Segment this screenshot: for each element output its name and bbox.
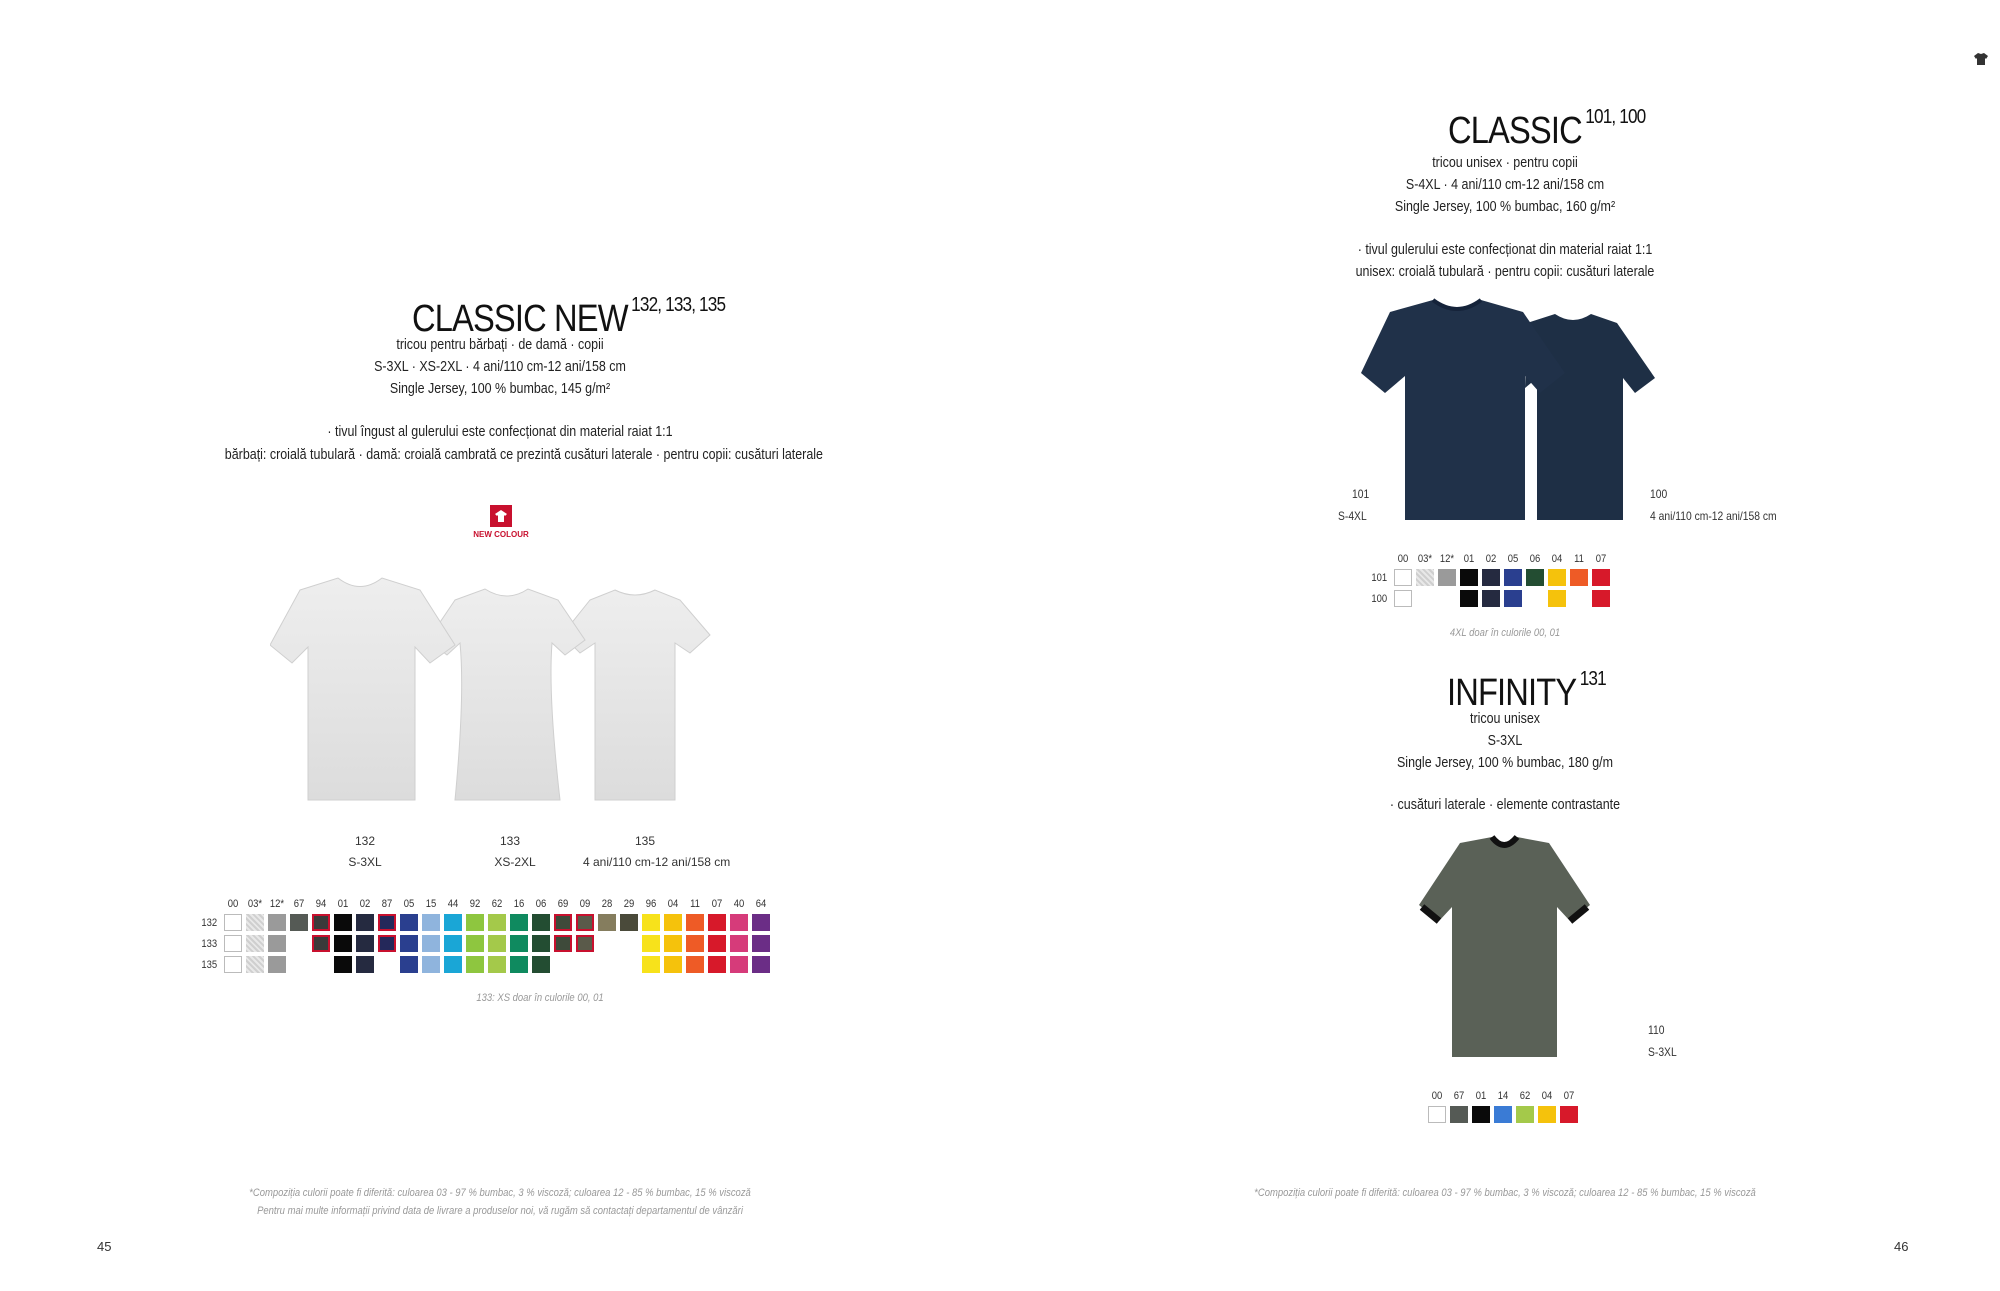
model-100-size: 4 ani/110 cm-12 ani/158 cm xyxy=(1650,509,1777,523)
classic-new-note: 133: XS doar în culorile 00, 01 xyxy=(476,992,604,1004)
color-code-label: 05 xyxy=(403,898,415,910)
classic-line-3: Single Jersey, 100 % bumbac, 160 g/m² xyxy=(1394,199,1616,215)
color-swatch xyxy=(554,914,572,931)
color-swatch xyxy=(554,956,572,973)
color-swatch xyxy=(400,914,418,931)
color-code-label: 96 xyxy=(645,898,657,910)
color-swatch xyxy=(1416,590,1434,607)
color-code-label: 67 xyxy=(1453,1090,1465,1102)
color-code-label: 29 xyxy=(623,898,635,910)
color-swatch xyxy=(1592,590,1610,607)
color-swatch xyxy=(1548,569,1566,586)
color-row xyxy=(200,956,770,973)
model-133-code: 133 xyxy=(499,834,521,848)
color-code-label: 04 xyxy=(1541,1090,1553,1102)
model-133-size: XS-2XL xyxy=(494,855,536,869)
color-swatch xyxy=(1526,569,1544,586)
infinity-line-2: S-3XL xyxy=(1487,733,1523,749)
classic-color-code-header xyxy=(1394,553,1610,565)
color-swatch xyxy=(312,914,330,931)
color-code-label: 03* xyxy=(1417,553,1433,565)
infinity-color-code-header xyxy=(1428,1090,1578,1102)
color-swatch xyxy=(1538,1106,1556,1123)
color-swatch xyxy=(466,956,484,973)
color-swatch xyxy=(554,935,572,952)
page-number-left: 45 xyxy=(97,1239,112,1254)
color-swatch xyxy=(642,956,660,973)
model-110-size: S-3XL xyxy=(1648,1045,1677,1059)
color-swatch xyxy=(356,935,374,952)
color-swatch xyxy=(686,914,704,931)
color-code-label: 07 xyxy=(711,898,723,910)
model-101-size: S-4XL xyxy=(1338,509,1367,523)
color-swatch xyxy=(378,935,396,952)
infinity-feature-1: · cusături laterale · elemente contrastante xyxy=(1389,797,1621,813)
color-swatch xyxy=(576,956,594,973)
color-swatch xyxy=(224,935,242,952)
color-swatch xyxy=(1460,590,1478,607)
color-code-label: 02 xyxy=(359,898,371,910)
right-footnote-1: *Compoziția culorii poate fi diferită: culoarea 03 - 97 % bumbac, 3 % viscoză; culoarea 12 - 85 % bumbac, 15 % viscoză xyxy=(1254,1187,1756,1199)
color-swatch xyxy=(488,914,506,931)
model-135-size: 4 ani/110 cm-12 ani/158 cm xyxy=(583,855,731,869)
classic-new-line-2: S-3XL · XS-2XL · 4 ani/110 cm-12 ani/158 cm xyxy=(374,359,626,375)
classic-line-1: tricou unisex · pentru copii xyxy=(1432,155,1578,171)
color-swatch xyxy=(1394,569,1412,586)
left-footnote-2: Pentru mai multe informații privind data de livrare a produselor noi, vă rugăm să contactați departamentul de vânzări xyxy=(257,1205,743,1217)
classic-new-title xyxy=(412,294,726,341)
color-code-label: 92 xyxy=(469,898,481,910)
color-code-label: 00 xyxy=(1397,553,1409,565)
color-swatch xyxy=(246,956,264,973)
color-swatch xyxy=(598,956,616,973)
color-code-label: 67 xyxy=(293,898,305,910)
color-swatch xyxy=(488,935,506,952)
color-swatch xyxy=(686,935,704,952)
color-code-label: 07 xyxy=(1563,1090,1575,1102)
color-swatch xyxy=(1570,590,1588,607)
color-swatch xyxy=(532,956,550,973)
color-swatch xyxy=(1450,1106,1468,1123)
color-swatch xyxy=(510,956,528,973)
color-swatch xyxy=(708,935,726,952)
color-code-label: 11 xyxy=(690,898,700,910)
classic-new-feature-2: bărbați: croială tubulară · damă: croială cambrată ce prezintă cusături laterale · pentru copii: cusături laterale xyxy=(224,447,823,463)
page-number-right: 46 xyxy=(1894,1239,1909,1254)
new-colour-badge-icon xyxy=(490,505,512,527)
color-swatch xyxy=(730,956,748,973)
color-swatch xyxy=(620,935,638,952)
color-swatch xyxy=(290,956,308,973)
color-swatch xyxy=(466,914,484,931)
color-code-label: 11 xyxy=(1574,553,1584,565)
color-swatch xyxy=(1394,590,1412,607)
color-swatch xyxy=(686,956,704,973)
infinity-line-1: tricou unisex xyxy=(1469,711,1541,727)
model-135-code: 135 xyxy=(634,834,656,848)
color-swatch xyxy=(1548,590,1566,607)
color-code-label: 62 xyxy=(1519,1090,1531,1102)
classic-new-line-3: Single Jersey, 100 % bumbac, 145 g/m² xyxy=(389,381,611,397)
color-swatch xyxy=(400,935,418,952)
color-swatch xyxy=(620,914,638,931)
color-swatch xyxy=(378,914,396,931)
color-code-label: 06 xyxy=(535,898,547,910)
color-row-label: 100 xyxy=(1371,592,1388,605)
color-swatch xyxy=(1472,1106,1490,1123)
color-swatch xyxy=(1570,569,1588,586)
classic-color-chart xyxy=(1370,553,1610,607)
color-row xyxy=(200,914,770,931)
color-swatch xyxy=(1460,569,1478,586)
color-code-label: 40 xyxy=(733,898,745,910)
color-code-label: 04 xyxy=(1551,553,1563,565)
color-swatch xyxy=(444,914,462,931)
color-swatch xyxy=(598,935,616,952)
color-swatch xyxy=(224,956,242,973)
color-swatch xyxy=(1428,1106,1446,1123)
color-code-label: 02 xyxy=(1485,553,1497,565)
color-code-label: 16 xyxy=(513,898,525,910)
classic-title-sup: 101, 100 xyxy=(1585,106,1646,128)
classic-new-color-chart xyxy=(200,898,770,973)
model-110-code: 110 xyxy=(1648,1023,1665,1037)
color-code-label: 44 xyxy=(447,898,459,910)
color-swatch xyxy=(334,935,352,952)
color-swatch xyxy=(466,935,484,952)
color-swatch xyxy=(334,914,352,931)
color-swatch xyxy=(422,956,440,973)
color-swatch xyxy=(1438,569,1456,586)
color-swatch xyxy=(290,935,308,952)
color-code-label: 01 xyxy=(1475,1090,1487,1102)
new-colour-badge xyxy=(470,505,532,539)
color-swatch xyxy=(246,914,264,931)
model-132-size: S-3XL xyxy=(348,855,382,869)
color-swatch xyxy=(576,914,594,931)
color-swatch xyxy=(752,956,770,973)
color-code-label: 64 xyxy=(755,898,767,910)
color-swatch xyxy=(268,956,286,973)
color-swatch xyxy=(1516,1106,1534,1123)
color-code-label: 14 xyxy=(1497,1090,1509,1102)
classic-title-text: CLASSIC xyxy=(1448,110,1582,152)
color-swatch xyxy=(1592,569,1610,586)
color-swatch xyxy=(510,914,528,931)
classic-feature-2: unisex: croială tubulară · pentru copii: cusături laterale xyxy=(1355,264,1655,280)
infinity-line-3: Single Jersey, 100 % bumbac, 180 g/m xyxy=(1396,755,1614,771)
color-swatch xyxy=(400,956,418,973)
color-swatch xyxy=(510,935,528,952)
color-code-label: 87 xyxy=(381,898,393,910)
color-swatch xyxy=(1504,569,1522,586)
color-swatch xyxy=(444,935,462,952)
color-code-label: 07 xyxy=(1595,553,1607,565)
color-swatch xyxy=(708,914,726,931)
color-swatch xyxy=(532,935,550,952)
color-row xyxy=(1428,1106,1578,1123)
color-swatch xyxy=(378,956,396,973)
color-swatch xyxy=(1560,1106,1578,1123)
infinity-title-text: INFINITY xyxy=(1447,672,1577,714)
classic-note: 4XL doar în culorile 00, 01 xyxy=(1449,627,1561,639)
infinity-color-chart xyxy=(1428,1090,1578,1123)
color-swatch xyxy=(334,956,352,973)
color-swatch xyxy=(444,956,462,973)
tshirt-icon xyxy=(1973,52,1989,71)
color-code-label: 00 xyxy=(227,898,239,910)
color-swatch xyxy=(664,935,682,952)
color-swatch xyxy=(312,935,330,952)
color-code-label: 28 xyxy=(601,898,613,910)
model-101-code: 101 xyxy=(1352,487,1370,501)
color-row-label: 132 xyxy=(201,916,218,929)
color-swatch xyxy=(422,914,440,931)
color-swatch xyxy=(642,935,660,952)
color-swatch xyxy=(488,956,506,973)
infinity-title xyxy=(1447,668,1606,715)
color-swatch xyxy=(752,914,770,931)
color-swatch xyxy=(422,935,440,952)
classic-shirts-image xyxy=(1355,298,1655,523)
color-code-label: 00 xyxy=(1431,1090,1443,1102)
color-row xyxy=(200,935,770,952)
color-swatch xyxy=(1494,1106,1512,1123)
color-swatch xyxy=(1416,569,1434,586)
classic-line-2: S-4XL · 4 ani/110 cm-12 ani/158 cm xyxy=(1405,177,1605,193)
color-code-label: 94 xyxy=(315,898,327,910)
infinity-title-sup: 131 xyxy=(1579,668,1606,690)
classic-new-title-text: CLASSIC NEW xyxy=(412,298,628,340)
infinity-shirt-image xyxy=(1412,835,1597,1060)
color-code-label: 01 xyxy=(1463,553,1475,565)
color-swatch xyxy=(290,914,308,931)
color-swatch xyxy=(224,914,242,931)
color-swatch xyxy=(1482,590,1500,607)
left-footnote-1: *Compoziția culorii poate fi diferită: culoarea 03 - 97 % bumbac, 3 % viscoză; culoarea 12 - 85 % bumbac, 15 % viscoză xyxy=(249,1187,751,1199)
color-swatch xyxy=(730,935,748,952)
classic-new-shirts-image xyxy=(270,575,730,805)
color-swatch xyxy=(730,914,748,931)
color-swatch xyxy=(312,956,330,973)
color-row xyxy=(1370,569,1610,586)
color-swatch xyxy=(708,956,726,973)
color-code-label: 03* xyxy=(247,898,263,910)
color-code-label: 09 xyxy=(579,898,591,910)
classic-feature-1: · tivul gulerului este confecționat din material raiat 1:1 xyxy=(1357,242,1653,258)
color-swatch xyxy=(620,956,638,973)
color-swatch xyxy=(1438,590,1456,607)
color-code-label: 06 xyxy=(1529,553,1541,565)
color-row-label: 135 xyxy=(201,958,218,971)
color-swatch xyxy=(532,914,550,931)
color-swatch xyxy=(752,935,770,952)
color-swatch xyxy=(598,914,616,931)
color-code-label: 62 xyxy=(491,898,503,910)
color-row xyxy=(1370,590,1610,607)
color-swatch xyxy=(1482,569,1500,586)
color-swatch xyxy=(356,956,374,973)
new-colour-badge-label: NEW COLOUR xyxy=(473,530,529,539)
color-swatch xyxy=(576,935,594,952)
color-code-label: 15 xyxy=(425,898,437,910)
color-swatch xyxy=(1526,590,1544,607)
classic-new-title-sup: 132, 133, 135 xyxy=(631,294,726,316)
color-swatch xyxy=(664,956,682,973)
color-code-label: 12* xyxy=(1439,553,1455,565)
color-swatch xyxy=(268,914,286,931)
color-code-label: 04 xyxy=(667,898,679,910)
model-100-code: 100 xyxy=(1650,487,1668,501)
color-row-label: 133 xyxy=(201,937,218,950)
color-code-label: 69 xyxy=(557,898,569,910)
color-code-label: 05 xyxy=(1507,553,1519,565)
color-row-label: 101 xyxy=(1371,571,1388,584)
classic-title xyxy=(1448,106,1646,153)
color-code-label: 01 xyxy=(337,898,349,910)
classic-new-line-1: tricou pentru bărbați · de damă · copii xyxy=(396,337,604,353)
color-code-label: 12* xyxy=(269,898,285,910)
color-swatch xyxy=(642,914,660,931)
color-swatch xyxy=(1504,590,1522,607)
color-swatch xyxy=(268,935,286,952)
color-swatch xyxy=(356,914,374,931)
color-swatch xyxy=(664,914,682,931)
color-swatch xyxy=(246,935,264,952)
classic-new-feature-1: · tivul îngust al gulerului este confecționat din material raiat 1:1 xyxy=(327,424,673,440)
color-code-header xyxy=(224,898,770,910)
model-132-code: 132 xyxy=(354,834,376,848)
